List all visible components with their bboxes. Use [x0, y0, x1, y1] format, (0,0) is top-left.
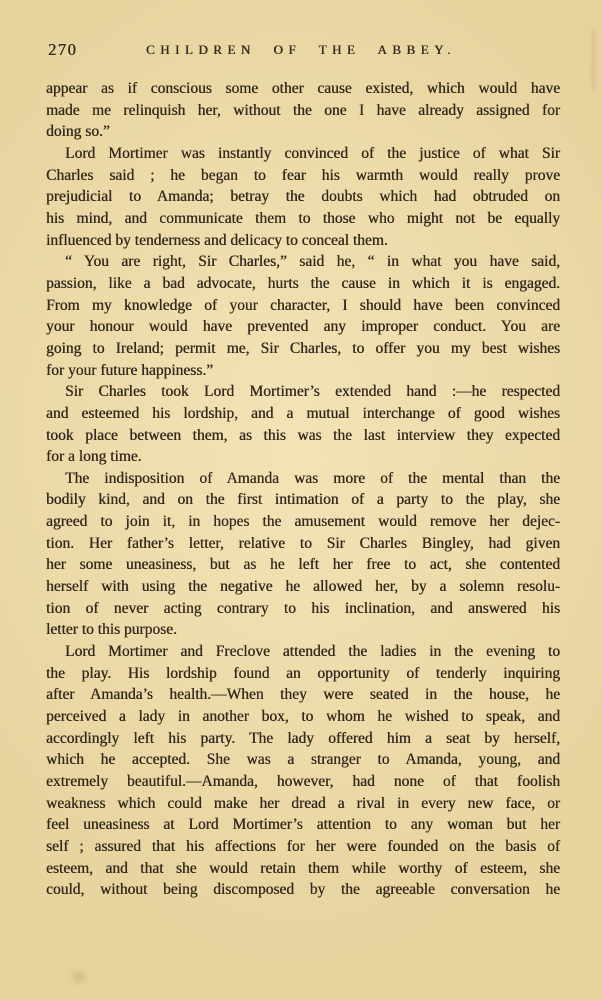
text-line: your honour would have prevented any improper conduct. You are — [46, 318, 560, 336]
text-line: and esteemed his lordship, and a mutual interchange of good wishes — [46, 404, 560, 422]
text-line: took place between them, as this was the last interview they expected — [46, 426, 560, 444]
text-line: made me relinquish her, without the one I have already assigned for — [46, 101, 560, 119]
text-line: the play. His lordship found an opportunity of tenderly inquiring — [46, 664, 560, 682]
paper-stain — [72, 972, 86, 982]
text-line: herself with using the negative he allowed her, by a solemn resolu- — [46, 578, 560, 596]
text-line: Lord Mortimer and Freclove attended the ladies in the evening to — [65, 643, 560, 661]
text-line: going to Ireland; permit me, Sir Charles, to offer you my best wishes — [46, 339, 560, 357]
text-line: esteem, and that she would retain them while worthy of esteem, she — [46, 859, 560, 877]
text-line: From my knowledge of your character, I should have been convinced — [46, 296, 560, 314]
text-line: her some uneasiness, but as he left her free to act, she contented — [46, 556, 560, 574]
text-line: passion, like a bad advocate, hurts the cause in which it is engaged. — [46, 274, 560, 292]
text-line: accordingly left his party. The lady offered him a seat by herself, — [46, 729, 560, 747]
text-line: for your future happiness.” — [46, 361, 214, 379]
text-line: bodily kind, and on the first intimation of a party to the play, she — [46, 491, 560, 509]
text-line: weakness which could make her dread a rival in every new face, or — [46, 794, 560, 812]
page-text — [46, 78, 560, 901]
text-line: influenced by tenderness and delicacy to conceal them. — [46, 231, 388, 249]
text-line: perceived a lady in another box, to whom he wished to speak, and — [46, 708, 560, 726]
text-line: Charles said ; he began to fear his warmth would really prove — [46, 166, 560, 184]
text-line: feel uneasiness at Lord Mortimer’s attention to any woman but her — [46, 816, 560, 834]
text-line: which he accepted. She was a stranger to Amanda, young, and — [46, 751, 560, 769]
text-line: for a long time. — [46, 448, 142, 466]
text-line: tion. Her father’s letter, relative to Sir Charles Bingley, had given — [46, 534, 560, 552]
text-line: prejudicial to Amanda; betray the doubts which had obtruded on — [46, 188, 560, 206]
text-line: “ You are right, Sir Charles,” said he, “ in what you have said, — [65, 253, 560, 271]
page-number: 270 — [48, 40, 78, 59]
text-line: could, without being discomposed by the agreeable conversation he — [46, 881, 560, 899]
text-line: Sir Charles took Lord Mortimer’s extended hand :—he respected — [65, 383, 560, 401]
text-line: Lord Mortimer was instantly convinced of the justice of what Sir — [65, 144, 560, 162]
text-line: The indisposition of Amanda was more of the mental than the — [65, 469, 560, 487]
running-title: CHILDREN OF THE ABBEY. — [145, 42, 457, 57]
text-line: agreed to join it, in hopes the amusement would remove her dejec- — [46, 513, 560, 531]
text-line: extremely beautiful.—Amanda, however, had none of that foolish — [46, 773, 560, 790]
text-line: tion of never acting contrary to his inclination, and answered his — [46, 599, 560, 617]
text-line: doing so.” — [46, 123, 110, 141]
text-line: appear as if conscious some other cause existed, which would have — [46, 80, 560, 97]
page-header — [0, 40, 602, 62]
text-line: after Amanda’s health.—When they were seated in the house, he — [46, 686, 560, 704]
text-line: self ; assured that his affections for her were founded on the basis of — [46, 837, 560, 855]
text-line: letter to this purpose. — [46, 621, 177, 639]
text-line: his mind, and communicate them to those who might not be equally — [46, 209, 560, 227]
